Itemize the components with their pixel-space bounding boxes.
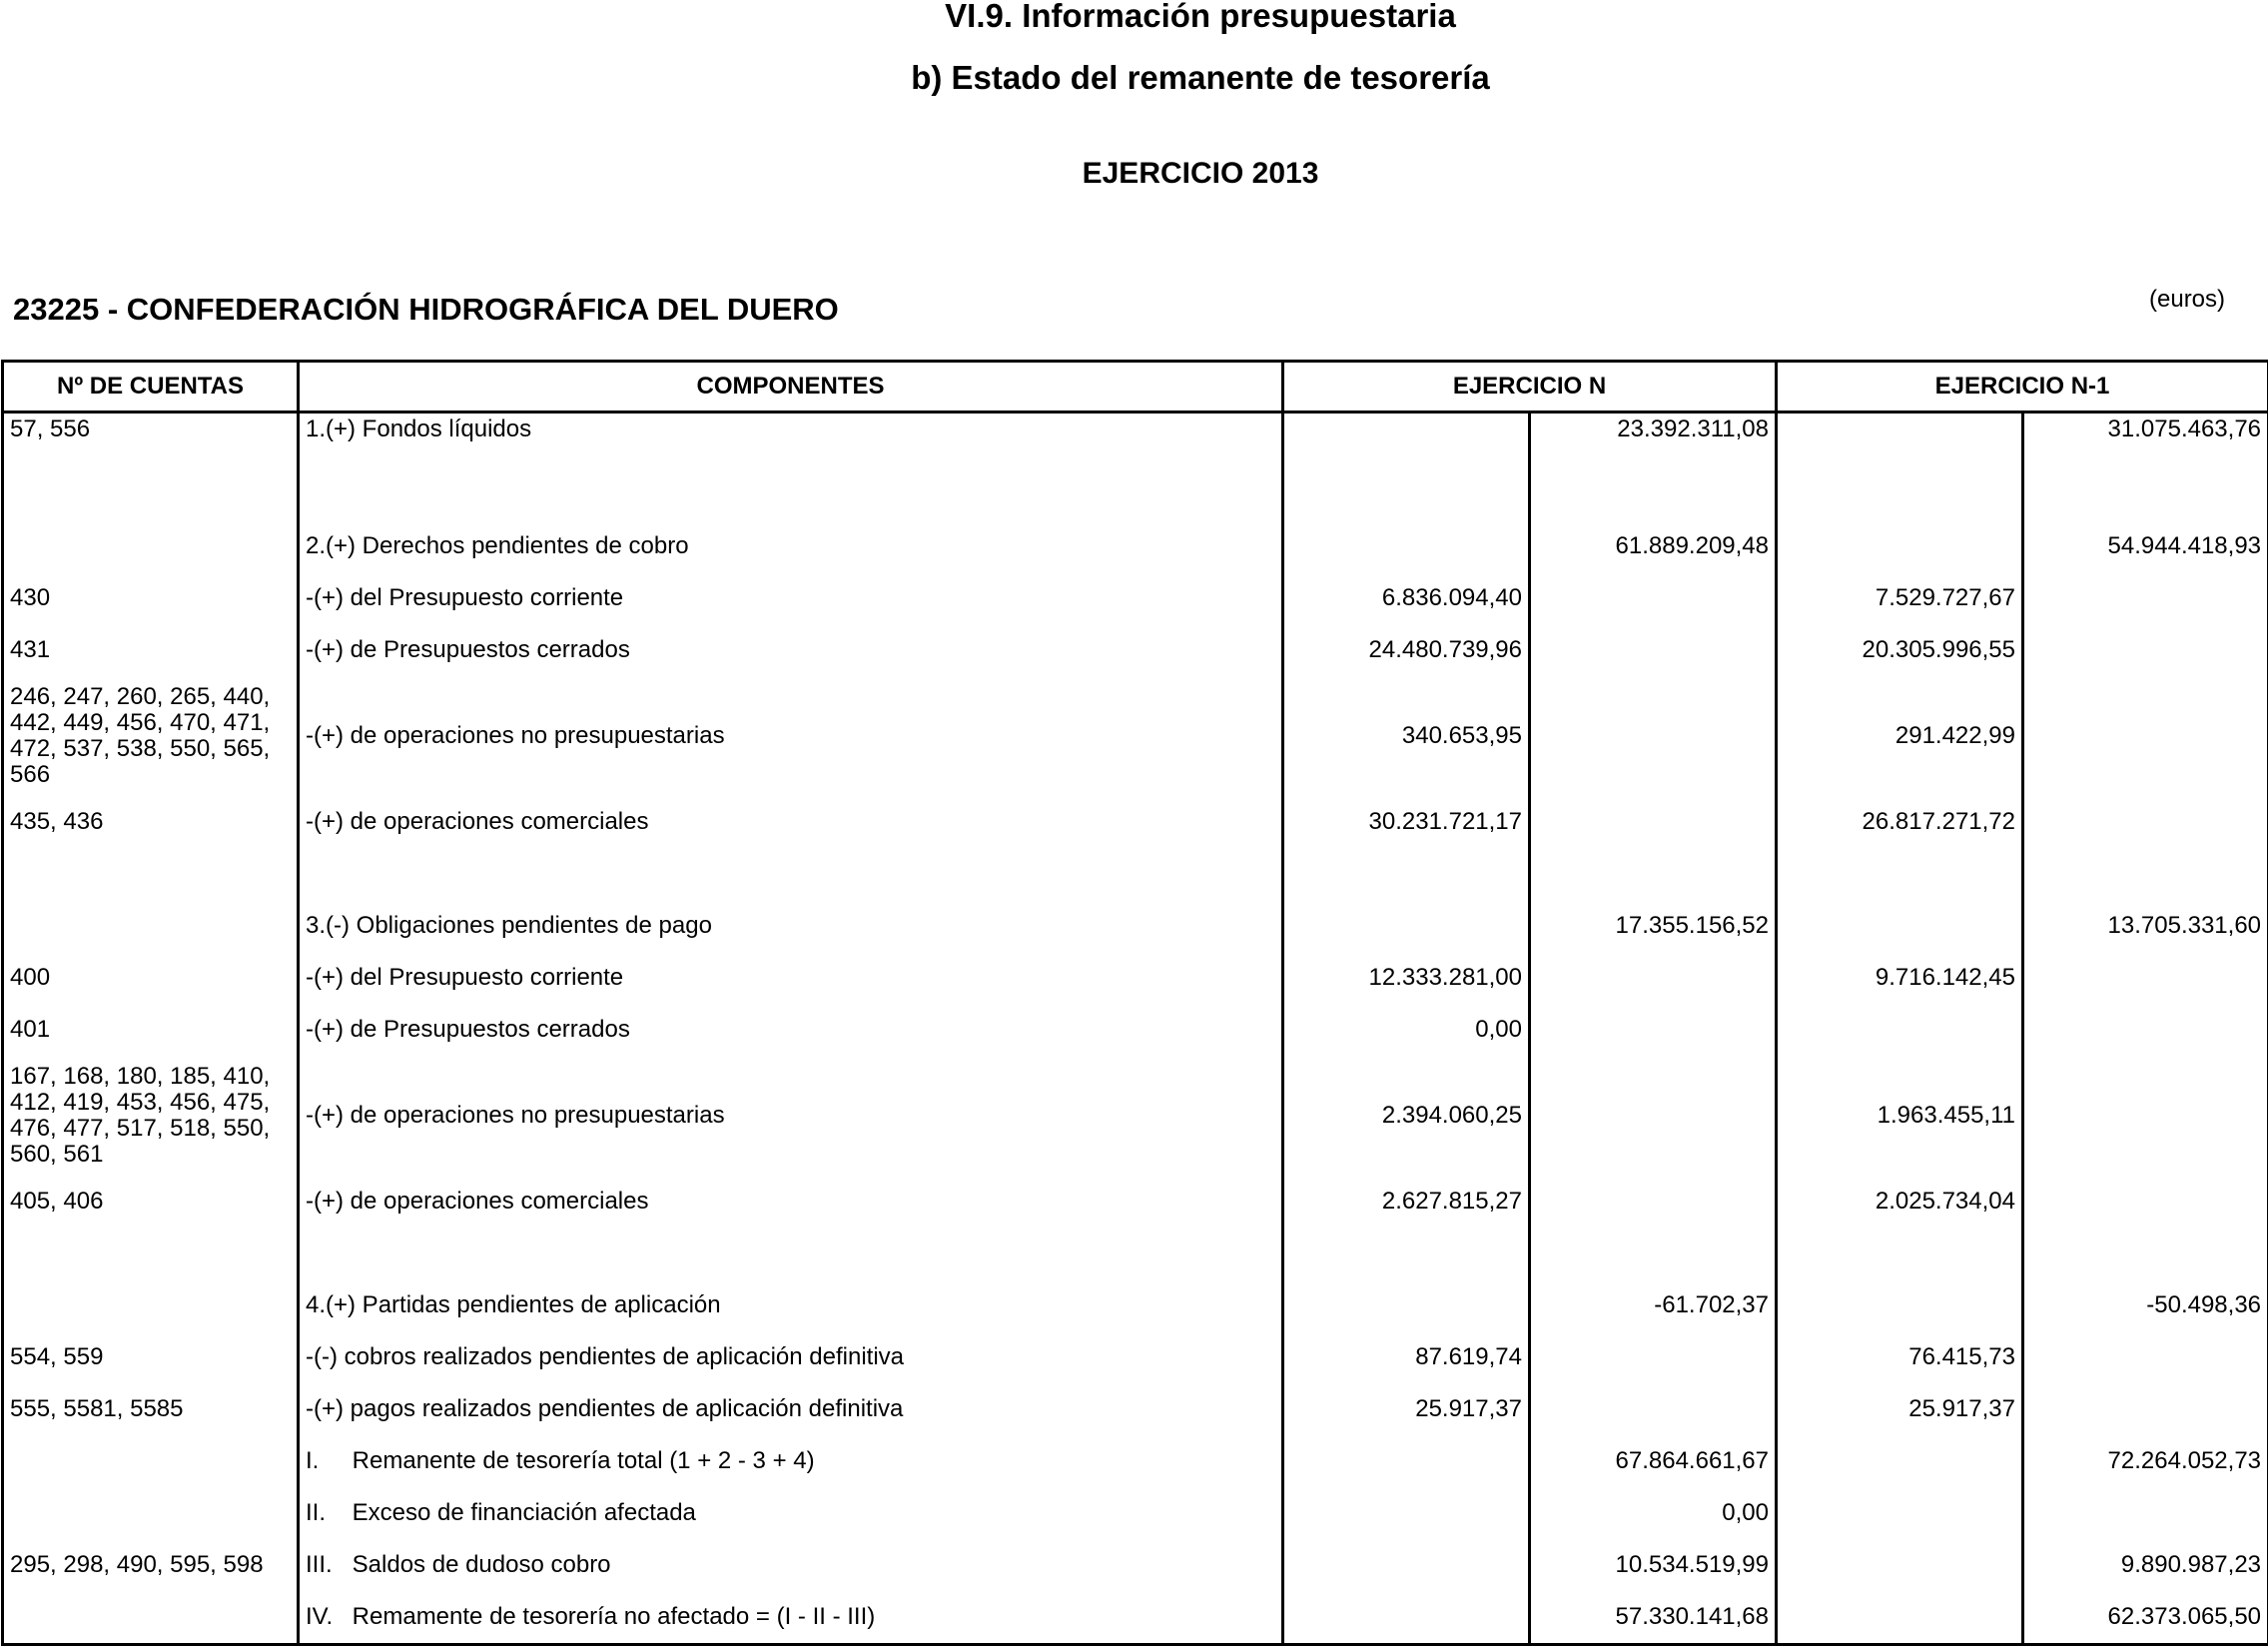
accounts-cell: 57, 556 [3, 412, 299, 469]
year-n1-total-cell [2023, 952, 2268, 1004]
year-n1-detail-cell: 1.963.455,11 [1777, 1056, 2023, 1176]
component-cell: -(+) de operaciones no presupuestarias [299, 676, 1283, 796]
year-n1-total-cell [2023, 796, 2268, 848]
year-n1-detail-cell [1777, 520, 2023, 572]
year-n-detail-cell [1283, 900, 1530, 952]
accounts-cell: 554, 559 [3, 1331, 299, 1383]
spacer-row [3, 848, 2268, 900]
year-n1-detail-cell [1777, 1487, 2023, 1539]
year-n1-detail-cell: 25.917,37 [1777, 1383, 2023, 1435]
year-n1-total-cell: 54.944.418,93 [2023, 520, 2268, 572]
table-row [3, 1591, 2268, 1645]
year-n-total-cell [1530, 1331, 1777, 1383]
year-n-total-cell [1530, 624, 1777, 676]
accounts-cell: 430 [3, 572, 299, 624]
accounts-cell [3, 1435, 299, 1487]
year-n1-total-cell: 31.075.463,76 [2023, 412, 2268, 469]
year-n-total-cell: 0,00 [1530, 1487, 1777, 1539]
table-row [3, 1383, 2268, 1435]
year-n-detail-cell: 12.333.281,00 [1283, 952, 1530, 1004]
table-row [3, 900, 2268, 952]
component-cell: -(+) de operaciones comerciales [299, 796, 1283, 848]
table-row [3, 1487, 2268, 1539]
table-row [3, 1004, 2268, 1056]
accounts-cell: 405, 406 [3, 1176, 299, 1228]
year-n-detail-cell [1283, 1487, 1530, 1539]
year-n-total-cell: 57.330.141,68 [1530, 1591, 1777, 1645]
table-row [3, 1056, 2268, 1176]
component-cell [299, 1487, 1283, 1539]
header-row [3, 362, 2268, 412]
entity-name: 23225 - CONFEDERACIÓN HIDROGRÁFICA DEL DUERO [13, 293, 839, 327]
year-n-detail-cell: 6.836.094,40 [1283, 572, 1530, 624]
table-row [3, 520, 2268, 572]
year-n1-total-cell [2023, 1056, 2268, 1176]
component-cell: -(-) cobros realizados pendientes de aplicación definitiva [299, 1331, 1283, 1383]
table-row [3, 1176, 2268, 1228]
table-row [3, 952, 2268, 1004]
year-n-total-cell [1530, 572, 1777, 624]
accounts-cell: 295, 298, 490, 595, 598 [3, 1539, 299, 1591]
component-cell [299, 1539, 1283, 1591]
year-n1-detail-cell: 9.716.142,45 [1777, 952, 2023, 1004]
year-n1-detail-cell [1777, 1435, 2023, 1487]
year-n-total-cell: 10.534.519,99 [1530, 1539, 1777, 1591]
year-n-total-cell: 67.864.661,67 [1530, 1435, 1777, 1487]
year-n-total-cell [1530, 796, 1777, 848]
table-row [3, 1435, 2268, 1487]
year-n-detail-cell [1283, 1591, 1530, 1645]
year-n1-detail-cell: 291.422,99 [1777, 676, 2023, 796]
component-label: Remamente de tesorería no afectado = (I - II - III) [353, 1603, 876, 1630]
year-n-detail-cell: 24.480.739,96 [1283, 624, 1530, 676]
col-year-n1-header: EJERCICIO N-1 [1777, 362, 2268, 412]
year-n-detail-cell [1283, 1539, 1530, 1591]
table-row [3, 1331, 2268, 1383]
accounts-cell: 431 [3, 624, 299, 676]
component-label: Exceso de financiación afectada [353, 1499, 696, 1526]
table-row [3, 1539, 2268, 1591]
accounts-cell: 555, 5581, 5585 [3, 1383, 299, 1435]
accounts-cell: 435, 436 [3, 796, 299, 848]
col-components-header: COMPONENTES [299, 362, 1283, 412]
year-n1-total-cell [2023, 1383, 2268, 1435]
year-n1-total-cell: 9.890.987,23 [2023, 1539, 2268, 1591]
year-n-total-cell: -61.702,37 [1530, 1279, 1777, 1331]
year-n-total-cell [1530, 676, 1777, 796]
year-n1-total-cell: 62.373.065,50 [2023, 1591, 2268, 1645]
year-n1-total-cell [2023, 676, 2268, 796]
year-n1-detail-cell [1777, 1279, 2023, 1331]
year-n1-detail-cell [1777, 412, 2023, 469]
year-n-detail-cell: 0,00 [1283, 1004, 1530, 1056]
accounts-cell [3, 900, 299, 952]
col-accounts-header: Nº DE CUENTAS [3, 362, 299, 412]
table-row [3, 1279, 2268, 1331]
year-n-detail-cell: 340.653,95 [1283, 676, 1530, 796]
year-n-detail-cell [1283, 412, 1530, 469]
year-n1-detail-cell: 7.529.727,67 [1777, 572, 2023, 624]
year-n-detail-cell [1283, 520, 1530, 572]
year-n1-total-cell: -50.498,36 [2023, 1279, 2268, 1331]
accounts-cell [3, 1487, 299, 1539]
year-n-total-cell: 23.392.311,08 [1530, 412, 1777, 469]
roman-numeral: I. [306, 1448, 346, 1474]
component-label: Saldos de dudoso cobro [353, 1551, 611, 1578]
year-n-total-cell [1530, 1383, 1777, 1435]
roman-numeral: II. [306, 1500, 346, 1526]
year-n-detail-cell [1283, 1279, 1530, 1331]
year-n-detail-cell: 25.917,37 [1283, 1383, 1530, 1435]
year-n-total-cell: 17.355.156,52 [1530, 900, 1777, 952]
year-n1-detail-cell [1777, 1539, 2023, 1591]
accounts-cell [3, 520, 299, 572]
table-row [3, 624, 2268, 676]
year-n1-total-cell: 13.705.331,60 [2023, 900, 2268, 952]
col-year-n-header: EJERCICIO N [1283, 362, 1777, 412]
spacer-row [3, 468, 2268, 520]
fiscal-year: EJERCICIO 2013 [0, 157, 2268, 191]
year-n1-total-cell: 72.264.052,73 [2023, 1435, 2268, 1487]
year-n-detail-cell: 30.231.721,17 [1283, 796, 1530, 848]
year-n-total-cell [1530, 1056, 1777, 1176]
component-cell: 4.(+) Partidas pendientes de aplicación [299, 1279, 1283, 1331]
year-n1-total-cell [2023, 1004, 2268, 1056]
table-row [3, 676, 2268, 796]
component-cell: -(+) de operaciones comerciales [299, 1176, 1283, 1228]
accounts-cell [3, 1591, 299, 1645]
table-row [3, 412, 2268, 469]
treasury-remainder-table [1, 360, 2268, 1646]
year-n1-total-cell [2023, 1176, 2268, 1228]
year-n-detail-cell: 2.394.060,25 [1283, 1056, 1530, 1176]
year-n1-total-cell [2023, 624, 2268, 676]
component-cell: 2.(+) Derechos pendientes de cobro [299, 520, 1283, 572]
component-cell [299, 1591, 1283, 1645]
year-n-total-cell: 61.889.209,48 [1530, 520, 1777, 572]
accounts-cell: 400 [3, 952, 299, 1004]
component-label: Remanente de tesorería total (1 + 2 - 3 + 4) [353, 1447, 815, 1474]
component-cell: -(+) del Presupuesto corriente [299, 572, 1283, 624]
accounts-cell: 167, 168, 180, 185, 410, 412, 419, 453, 456, 475, 476, 477, 517, 518, 550, 560, 561 [3, 1056, 299, 1176]
component-cell: -(+) de Presupuestos cerrados [299, 1004, 1283, 1056]
year-n-total-cell [1530, 952, 1777, 1004]
currency-unit: (euros) [2149, 286, 2225, 314]
roman-numeral: III. [306, 1552, 346, 1578]
section-title: VI.9. Información presupuestaria [0, 0, 2268, 32]
year-n1-detail-cell [1777, 900, 2023, 952]
table-row [3, 572, 2268, 624]
subtitle: b) Estado del remanente de tesorería [0, 60, 2268, 96]
accounts-cell [3, 1279, 299, 1331]
spacer-row [3, 1228, 2268, 1279]
year-n-detail-cell [1283, 1435, 1530, 1487]
year-n1-total-cell [2023, 572, 2268, 624]
year-n-total-cell [1530, 1004, 1777, 1056]
year-n1-detail-cell [1777, 1591, 2023, 1645]
year-n1-detail-cell [1777, 1004, 2023, 1056]
accounts-cell: 401 [3, 1004, 299, 1056]
component-cell: -(+) de Presupuestos cerrados [299, 624, 1283, 676]
component-cell: 1.(+) Fondos líquidos [299, 412, 1283, 469]
accounts-cell: 246, 247, 260, 265, 440, 442, 449, 456, 470, 471, 472, 537, 538, 550, 565, 566 [3, 676, 299, 796]
year-n-total-cell [1530, 1176, 1777, 1228]
year-n1-total-cell [2023, 1331, 2268, 1383]
component-cell: -(+) pagos realizados pendientes de aplicación definitiva [299, 1383, 1283, 1435]
roman-numeral: IV. [306, 1604, 346, 1630]
component-cell: 3.(-) Obligaciones pendientes de pago [299, 900, 1283, 952]
year-n1-detail-cell: 2.025.734,04 [1777, 1176, 2023, 1228]
year-n-detail-cell: 2.627.815,27 [1283, 1176, 1530, 1228]
table-row [3, 796, 2268, 848]
year-n1-detail-cell: 20.305.996,55 [1777, 624, 2023, 676]
year-n1-total-cell [2023, 1487, 2268, 1539]
component-cell [299, 1435, 1283, 1487]
year-n1-detail-cell: 76.415,73 [1777, 1331, 2023, 1383]
year-n1-detail-cell: 26.817.271,72 [1777, 796, 2023, 848]
year-n-detail-cell: 87.619,74 [1283, 1331, 1530, 1383]
component-cell: -(+) de operaciones no presupuestarias [299, 1056, 1283, 1176]
component-cell: -(+) del Presupuesto corriente [299, 952, 1283, 1004]
